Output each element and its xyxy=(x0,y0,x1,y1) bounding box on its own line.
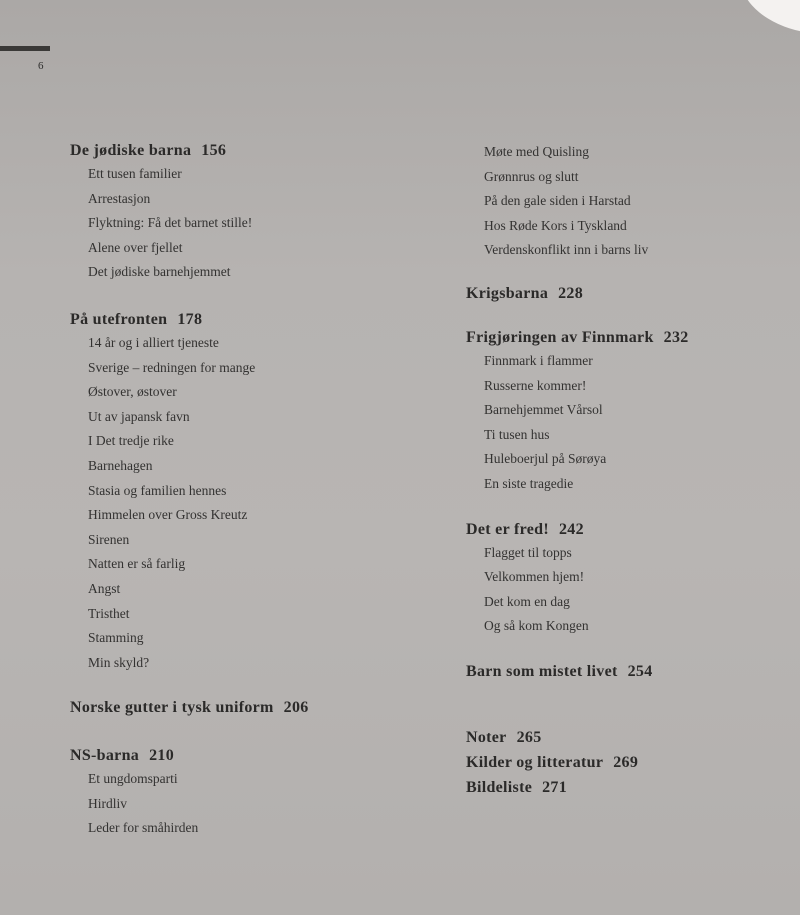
toc-entry: I Det tredje rike xyxy=(88,433,174,449)
toc-entry: Sirenen xyxy=(88,531,130,547)
chapter-heading: Krigsbarna 228 xyxy=(466,284,584,302)
toc-entry: Velkommen hjem! xyxy=(484,569,585,585)
chapter-heading: Frigjøringen av Finnmark 232 xyxy=(466,328,689,346)
toc-entry: Flagget til topps xyxy=(484,544,572,560)
chapter-heading: NS-barna 210 xyxy=(70,747,174,765)
toc-entry: Ut av japansk favn xyxy=(88,408,190,424)
toc-entry: Et ungdomsparti xyxy=(88,771,178,787)
toc-left-column xyxy=(70,140,450,841)
toc-right-column xyxy=(466,140,786,799)
toc-entry: Arrestasjon xyxy=(88,190,151,206)
toc-entry: Grønnrus og slutt xyxy=(484,168,579,184)
toc-entry: Hirdliv xyxy=(88,795,127,811)
toc-entry: Verdenskonflikt inn i barns liv xyxy=(484,242,649,258)
toc-entry: Stamming xyxy=(88,630,144,646)
toc-entry: Barnehjemmet Vårsol xyxy=(484,402,603,418)
toc-entry: Sverige – redningen for mange xyxy=(88,359,256,375)
page-number: 6 xyxy=(38,60,44,72)
toc-entry: Møte med Quisling xyxy=(484,144,589,159)
toc-entry: Ett tusen familier xyxy=(88,166,182,181)
toc-entry: Russerne kommer! xyxy=(484,377,587,393)
chapter-heading: På utefronten 178 xyxy=(70,310,203,328)
toc-entry: Min skyld? xyxy=(88,654,150,670)
chapter-heading: Barn som mistet livet 254 xyxy=(466,662,653,680)
toc-entry: På den gale siden i Harstad xyxy=(484,193,631,209)
chapter-heading: De jødiske barna 156 xyxy=(70,142,227,159)
chapter-heading: Kilder og litteratur 269 xyxy=(466,753,639,771)
toc-entry: Østover, østover xyxy=(88,384,177,400)
header-rule xyxy=(0,46,50,51)
chapter-heading: Bildeliste 271 xyxy=(466,778,568,796)
facing-page-corner xyxy=(732,0,800,47)
toc-entry: Finnmark i flammer xyxy=(484,352,593,368)
chapter-heading: Norske gutter i tysk uniform 206 xyxy=(70,699,309,717)
chapter-heading: Det er fred! 242 xyxy=(466,520,584,538)
toc-entry: Det jødiske barnehjemmet xyxy=(88,264,231,280)
toc-entry: En siste tragedie xyxy=(484,475,574,491)
toc-entry: 14 år og i alliert tjeneste xyxy=(88,334,219,350)
toc-entry: Flyktning: Få det barnet stille! xyxy=(88,215,253,231)
toc-entry: Natten er så farlig xyxy=(88,556,186,572)
toc-entry: Barnehagen xyxy=(88,457,153,473)
chapter-heading: Noter 265 xyxy=(466,728,542,746)
toc-entry: Det kom en dag xyxy=(484,593,570,609)
toc-entry: Hos Røde Kors i Tyskland xyxy=(484,217,627,233)
toc-entry: Ti tusen hus xyxy=(484,426,550,442)
toc-entry: Stasia og familien hennes xyxy=(88,482,227,498)
toc-entry: Huleboerjul på Sørøya xyxy=(484,451,607,467)
toc-entry: Og så kom Kongen xyxy=(484,618,589,634)
toc-entry: Leder for småhirden xyxy=(88,820,199,836)
toc-entry: Alene over fjellet xyxy=(88,239,183,255)
toc-entry: Angst xyxy=(88,580,121,596)
toc-entry: Tristhet xyxy=(88,605,130,621)
toc-entry: Himmelen over Gross Kreutz xyxy=(88,507,248,523)
